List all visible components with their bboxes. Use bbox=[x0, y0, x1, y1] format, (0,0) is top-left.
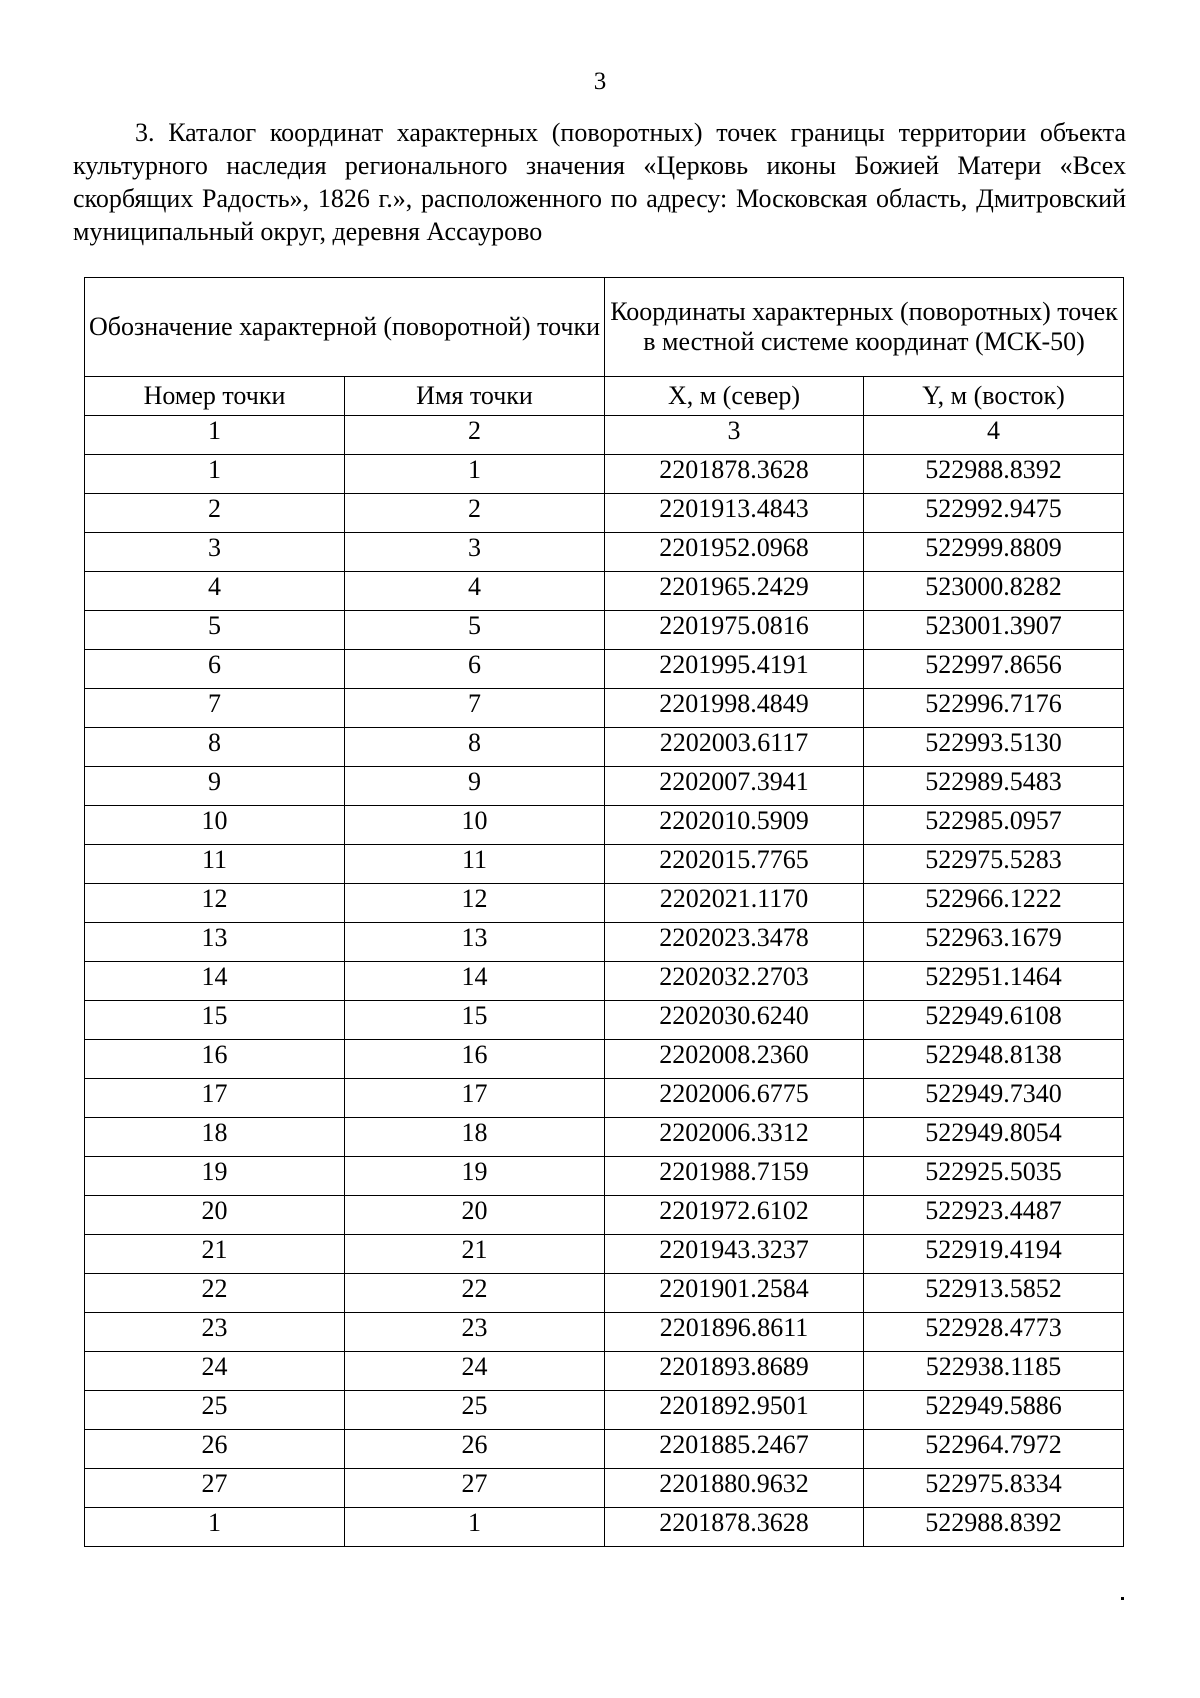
table-row bbox=[85, 923, 1124, 962]
point-name-cell: 21 bbox=[345, 1235, 605, 1274]
point-name-cell: 27 bbox=[345, 1469, 605, 1508]
header-point-number: Номер точки bbox=[85, 377, 345, 416]
table-row bbox=[85, 962, 1124, 1001]
x-coordinate-cell: 2202007.3941 bbox=[605, 767, 864, 806]
point-name-cell: 17 bbox=[345, 1079, 605, 1118]
table-row bbox=[85, 455, 1124, 494]
point-number-cell: 23 bbox=[85, 1313, 345, 1352]
point-number-cell: 20 bbox=[85, 1196, 345, 1235]
point-number-cell: 22 bbox=[85, 1274, 345, 1313]
y-coordinate-cell: 522996.7176 bbox=[864, 689, 1124, 728]
y-coordinate-cell: 522988.8392 bbox=[864, 1508, 1124, 1547]
point-number-cell: 21 bbox=[85, 1235, 345, 1274]
y-coordinate-cell: 522963.1679 bbox=[864, 923, 1124, 962]
y-coordinate-cell: 522949.6108 bbox=[864, 1001, 1124, 1040]
header-coordinates: Координаты характерных (поворотных) точек в местной системе координат (МСК-50) bbox=[605, 278, 1124, 377]
table-row bbox=[85, 1001, 1124, 1040]
point-number-cell: 1 bbox=[85, 455, 345, 494]
y-coordinate-cell: 522985.0957 bbox=[864, 806, 1124, 845]
point-name-cell: 15 bbox=[345, 1001, 605, 1040]
point-number-cell: 10 bbox=[85, 806, 345, 845]
point-number-cell: 4 bbox=[85, 572, 345, 611]
point-number-cell: 14 bbox=[85, 962, 345, 1001]
x-coordinate-cell: 2202003.6117 bbox=[605, 728, 864, 767]
point-number-cell: 8 bbox=[85, 728, 345, 767]
point-name-cell: 26 bbox=[345, 1430, 605, 1469]
point-number-cell: 25 bbox=[85, 1391, 345, 1430]
point-number-cell: 18 bbox=[85, 1118, 345, 1157]
column-index-cell: 3 bbox=[605, 416, 864, 455]
x-coordinate-cell: 2201892.9501 bbox=[605, 1391, 864, 1430]
x-coordinate-cell: 2202010.5909 bbox=[605, 806, 864, 845]
table-row bbox=[85, 533, 1124, 572]
point-name-cell: 1 bbox=[345, 1508, 605, 1547]
point-number-cell: 27 bbox=[85, 1469, 345, 1508]
y-coordinate-cell: 522938.1185 bbox=[864, 1352, 1124, 1391]
x-coordinate-cell: 2201975.0816 bbox=[605, 611, 864, 650]
point-number-cell: 2 bbox=[85, 494, 345, 533]
x-coordinate-cell: 2201885.2467 bbox=[605, 1430, 864, 1469]
table-row bbox=[85, 689, 1124, 728]
x-coordinate-cell: 2201901.2584 bbox=[605, 1274, 864, 1313]
x-coordinate-cell: 2202030.6240 bbox=[605, 1001, 864, 1040]
point-name-cell: 3 bbox=[345, 533, 605, 572]
y-coordinate-cell: 522949.8054 bbox=[864, 1118, 1124, 1157]
x-coordinate-cell: 2201988.7159 bbox=[605, 1157, 864, 1196]
point-name-cell: 23 bbox=[345, 1313, 605, 1352]
table-row bbox=[85, 572, 1124, 611]
page-number: 3 bbox=[593, 68, 607, 95]
table-row bbox=[85, 494, 1124, 533]
column-index-cell: 2 bbox=[345, 416, 605, 455]
x-coordinate-cell: 2202032.2703 bbox=[605, 962, 864, 1001]
point-name-cell: 6 bbox=[345, 650, 605, 689]
x-coordinate-cell: 2201880.9632 bbox=[605, 1469, 864, 1508]
x-coordinate-cell: 2202008.2360 bbox=[605, 1040, 864, 1079]
x-coordinate-cell: 2201893.8689 bbox=[605, 1352, 864, 1391]
table-row bbox=[85, 1079, 1124, 1118]
table-row bbox=[85, 650, 1124, 689]
header-x-north: X, м (север) bbox=[605, 377, 864, 416]
table-row bbox=[85, 1352, 1124, 1391]
table-row bbox=[85, 728, 1124, 767]
point-number-cell: 1 bbox=[85, 1508, 345, 1547]
table-row bbox=[85, 1157, 1124, 1196]
y-coordinate-cell: 522975.5283 bbox=[864, 845, 1124, 884]
x-coordinate-cell: 2201995.4191 bbox=[605, 650, 864, 689]
column-index-row bbox=[85, 416, 1124, 455]
header-point-name: Имя точки bbox=[345, 377, 605, 416]
table-row bbox=[85, 1391, 1124, 1430]
y-coordinate-cell: 522992.9475 bbox=[864, 494, 1124, 533]
point-number-cell: 12 bbox=[85, 884, 345, 923]
x-coordinate-cell: 2201896.8611 bbox=[605, 1313, 864, 1352]
point-name-cell: 18 bbox=[345, 1118, 605, 1157]
table-row bbox=[85, 1118, 1124, 1157]
y-coordinate-cell: 522951.1464 bbox=[864, 962, 1124, 1001]
point-number-cell: 17 bbox=[85, 1079, 345, 1118]
table-row bbox=[85, 1196, 1124, 1235]
table-row bbox=[85, 1469, 1124, 1508]
column-index-cell: 1 bbox=[85, 416, 345, 455]
point-name-cell: 2 bbox=[345, 494, 605, 533]
table-row bbox=[85, 845, 1124, 884]
point-number-cell: 5 bbox=[85, 611, 345, 650]
point-name-cell: 20 bbox=[345, 1196, 605, 1235]
table-row bbox=[85, 1235, 1124, 1274]
point-name-cell: 12 bbox=[345, 884, 605, 923]
point-name-cell: 22 bbox=[345, 1274, 605, 1313]
table-header-row bbox=[85, 278, 1124, 377]
y-coordinate-cell: 522949.7340 bbox=[864, 1079, 1124, 1118]
point-name-cell: 25 bbox=[345, 1391, 605, 1430]
point-name-cell: 14 bbox=[345, 962, 605, 1001]
point-name-cell: 8 bbox=[345, 728, 605, 767]
x-coordinate-cell: 2202021.1170 bbox=[605, 884, 864, 923]
y-coordinate-cell: 522989.5483 bbox=[864, 767, 1124, 806]
header-y-east: Y, м (восток) bbox=[864, 377, 1124, 416]
table-row bbox=[85, 611, 1124, 650]
point-number-cell: 3 bbox=[85, 533, 345, 572]
point-number-cell: 24 bbox=[85, 1352, 345, 1391]
x-coordinate-cell: 2201878.3628 bbox=[605, 455, 864, 494]
y-coordinate-cell: 522928.4773 bbox=[864, 1313, 1124, 1352]
point-number-cell: 16 bbox=[85, 1040, 345, 1079]
table-subheader-row bbox=[85, 377, 1124, 416]
y-coordinate-cell: 522923.4487 bbox=[864, 1196, 1124, 1235]
y-coordinate-cell: 522988.8392 bbox=[864, 455, 1124, 494]
point-name-cell: 4 bbox=[345, 572, 605, 611]
y-coordinate-cell: 522925.5035 bbox=[864, 1157, 1124, 1196]
y-coordinate-cell: 523000.8282 bbox=[864, 572, 1124, 611]
point-name-cell: 7 bbox=[345, 689, 605, 728]
x-coordinate-cell: 2201972.6102 bbox=[605, 1196, 864, 1235]
point-name-cell: 9 bbox=[345, 767, 605, 806]
point-name-cell: 10 bbox=[345, 806, 605, 845]
point-number-cell: 15 bbox=[85, 1001, 345, 1040]
y-coordinate-cell: 522975.8334 bbox=[864, 1469, 1124, 1508]
table-row bbox=[85, 1040, 1124, 1079]
point-number-cell: 7 bbox=[85, 689, 345, 728]
y-coordinate-cell: 522919.4194 bbox=[864, 1235, 1124, 1274]
point-name-cell: 13 bbox=[345, 923, 605, 962]
table-row bbox=[85, 1313, 1124, 1352]
y-coordinate-cell: 523001.3907 bbox=[864, 611, 1124, 650]
table-row bbox=[85, 1508, 1124, 1547]
header-point-designation: Обозначение характерной (поворотной) точки bbox=[85, 278, 605, 377]
x-coordinate-cell: 2202015.7765 bbox=[605, 845, 864, 884]
point-name-cell: 11 bbox=[345, 845, 605, 884]
table-row bbox=[85, 806, 1124, 845]
x-coordinate-cell: 2201998.4849 bbox=[605, 689, 864, 728]
x-coordinate-cell: 2201913.4843 bbox=[605, 494, 864, 533]
point-name-cell: 24 bbox=[345, 1352, 605, 1391]
x-coordinate-cell: 2201943.3237 bbox=[605, 1235, 864, 1274]
table-row bbox=[85, 1274, 1124, 1313]
table-row bbox=[85, 884, 1124, 923]
column-index-cell: 4 bbox=[864, 416, 1124, 455]
point-number-cell: 9 bbox=[85, 767, 345, 806]
point-name-cell: 5 bbox=[345, 611, 605, 650]
table-row bbox=[85, 767, 1124, 806]
y-coordinate-cell: 522948.8138 bbox=[864, 1040, 1124, 1079]
y-coordinate-cell: 522966.1222 bbox=[864, 884, 1124, 923]
point-number-cell: 19 bbox=[85, 1157, 345, 1196]
trailing-dot-mark bbox=[1121, 1597, 1124, 1600]
x-coordinate-cell: 2201878.3628 bbox=[605, 1508, 864, 1547]
point-name-cell: 19 bbox=[345, 1157, 605, 1196]
point-number-cell: 26 bbox=[85, 1430, 345, 1469]
y-coordinate-cell: 522949.5886 bbox=[864, 1391, 1124, 1430]
x-coordinate-cell: 2202006.6775 bbox=[605, 1079, 864, 1118]
x-coordinate-cell: 2201965.2429 bbox=[605, 572, 864, 611]
catalog-heading: 3. Каталог координат характерных (поворотных) точек границы территории объекта культурного наследия регионального значения «Церковь иконы Божией Матери «Всех скорбящих Радость», 1826 г.», расположенного по адресу: Московская область, Дмитровский муниципальный округ, деревня Ассаурово bbox=[73, 118, 1126, 246]
point-name-cell: 1 bbox=[345, 455, 605, 494]
point-name-cell: 16 bbox=[345, 1040, 605, 1079]
y-coordinate-cell: 522964.7972 bbox=[864, 1430, 1124, 1469]
coordinates-table bbox=[84, 277, 1124, 1547]
point-number-cell: 13 bbox=[85, 923, 345, 962]
y-coordinate-cell: 522993.5130 bbox=[864, 728, 1124, 767]
y-coordinate-cell: 522913.5852 bbox=[864, 1274, 1124, 1313]
x-coordinate-cell: 2202023.3478 bbox=[605, 923, 864, 962]
table-row bbox=[85, 1430, 1124, 1469]
y-coordinate-cell: 522997.8656 bbox=[864, 650, 1124, 689]
point-number-cell: 11 bbox=[85, 845, 345, 884]
x-coordinate-cell: 2202006.3312 bbox=[605, 1118, 864, 1157]
point-number-cell: 6 bbox=[85, 650, 345, 689]
y-coordinate-cell: 522999.8809 bbox=[864, 533, 1124, 572]
x-coordinate-cell: 2201952.0968 bbox=[605, 533, 864, 572]
